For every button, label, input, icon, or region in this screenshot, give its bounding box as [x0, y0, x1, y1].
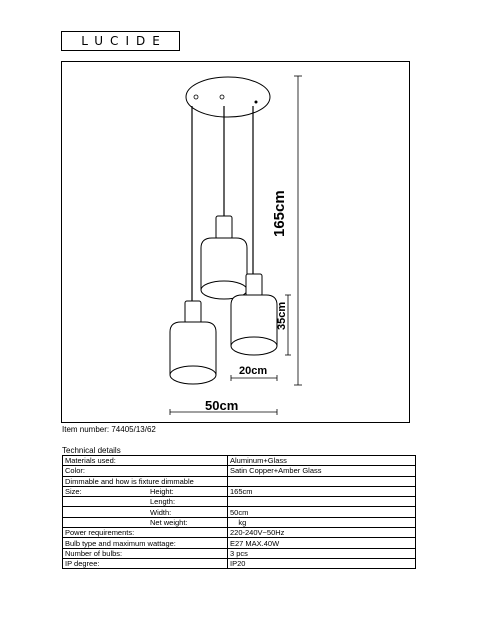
spec-label-cell: [63, 507, 228, 517]
spec-value: 165cm: [228, 486, 416, 496]
spec-row: [63, 466, 416, 476]
spec-row: [63, 507, 416, 517]
spec-row: [63, 538, 416, 548]
spec-value: 220-240V~50Hz: [228, 528, 416, 538]
spec-label-cell: [63, 456, 228, 466]
spec-label-cell: [63, 558, 228, 568]
spec-label: Size:: [65, 487, 82, 497]
shade-neck: [246, 274, 262, 296]
spec-label: Materials used:: [65, 456, 116, 466]
spec-row: [63, 548, 416, 558]
technical-details-table: [62, 455, 416, 569]
spec-value: Satin Copper+Amber Glass: [228, 466, 416, 476]
spec-row: [63, 456, 416, 466]
spec-value: [228, 497, 416, 507]
dimension-label-shade-height: 35cm: [276, 301, 288, 330]
spec-sublabel: Net weight:: [150, 517, 188, 527]
spec-label-cell: [63, 538, 228, 548]
ceiling-canopy: [186, 77, 270, 117]
spec-row: [63, 497, 416, 507]
spec-value: 50cm: [228, 507, 416, 517]
shade-rim: [170, 366, 216, 384]
item-number: Item number: 74405/13/62: [62, 425, 156, 434]
spec-sublabel: Width:: [150, 507, 172, 517]
spec-row: [63, 476, 416, 486]
spec-value: Aluminum+Glass: [228, 456, 416, 466]
spec-label-cell: [63, 548, 228, 558]
spec-label: Bulb type and maximum wattage:: [65, 538, 176, 548]
spec-label: Dimmable and how is fixture dimmable: [65, 476, 194, 486]
spec-label: IP degree:: [65, 559, 100, 569]
spec-label-cell: [63, 486, 228, 496]
brand-logo: LUCIDE: [61, 31, 180, 51]
canopy-screw: [255, 101, 258, 104]
spec-label-cell: [63, 528, 228, 538]
spec-label-cell: [63, 476, 228, 486]
technical-details-title: Technical details: [62, 446, 121, 455]
spec-label-cell: [63, 517, 228, 527]
spec-label-cell: [63, 466, 228, 476]
spec-value: 3 pcs: [228, 548, 416, 558]
spec-label: Power requirements:: [65, 528, 135, 538]
shade-rim: [231, 337, 277, 355]
spec-label-cell: [63, 497, 228, 507]
spec-row: [63, 517, 416, 527]
spec-value: E27 MAX.40W: [228, 538, 416, 548]
spec-sublabel: Height:: [150, 487, 174, 497]
spec-row: [63, 486, 416, 496]
lamp-drawing: [62, 62, 411, 424]
dimension-label-width: 50cm: [205, 398, 239, 413]
spec-label: Color:: [65, 466, 86, 476]
spec-value: IP20: [228, 558, 416, 568]
spec-row: [63, 558, 416, 568]
dimension-label-height: 165cm: [271, 190, 288, 237]
shade-neck: [216, 216, 232, 239]
technical-drawing: [61, 61, 410, 423]
spec-value: [228, 476, 416, 486]
spec-value: kg: [228, 517, 416, 527]
spec-sublabel: Length:: [150, 497, 176, 507]
shade-neck: [185, 301, 201, 323]
spec-row: [63, 528, 416, 538]
dimension-label-shade-width: 20cm: [239, 365, 268, 377]
spec-label: Number of bulbs:: [65, 548, 123, 558]
